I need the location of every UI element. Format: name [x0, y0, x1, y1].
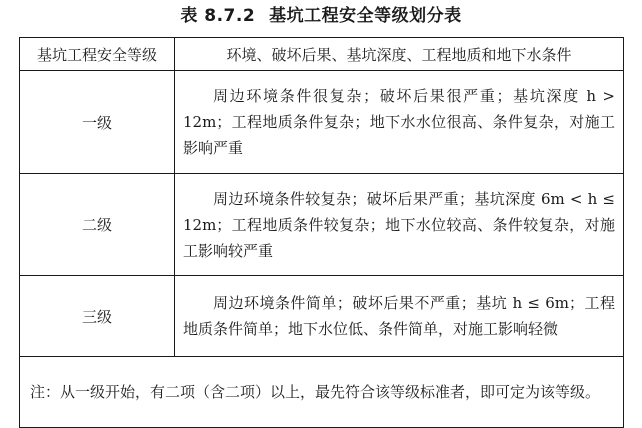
- table-row: [20, 174, 624, 276]
- level-cell: 二级: [20, 174, 175, 276]
- table-row: [20, 276, 624, 357]
- header-level: 基坑工程安全等级: [20, 38, 175, 71]
- note-row: [20, 357, 624, 428]
- table-row: [20, 71, 624, 174]
- level-cell: 一级: [20, 71, 175, 174]
- level-cell: 三级: [20, 276, 175, 357]
- header-row: [20, 38, 624, 71]
- table-note: 注：从一级开始，有二项（含二项）以上，最先符合该等级标准者，即可定为该等级。: [20, 357, 624, 428]
- conditions-cell: 周边环境条件很复杂；破坏后果很严重；基坑深度 h > 12m；工程地质条件复杂；地下水水位很高、条件复杂，对施工影响严重: [175, 71, 624, 174]
- header-conditions: 环境、破坏后果、基坑深度、工程地质和地下水条件: [175, 38, 624, 71]
- conditions-cell: 周边环境条件较复杂；破坏后果严重；基坑深度 6m < h ≤ 12m；工程地质条件较复杂；地下水位较高、条件较复杂，对施工影响较严重: [175, 174, 624, 276]
- safety-grade-table: [19, 37, 624, 428]
- table-title-text: 基坑工程安全等级划分表: [269, 6, 462, 26]
- table-number: 表 8.7.2: [180, 6, 256, 26]
- table-title: [0, 4, 642, 28]
- conditions-cell: 周边环境条件简单；破坏后果不严重；基坑 h ≤ 6m；工程地质条件简单；地下水位低、条件简单，对施工影响轻微: [175, 276, 624, 357]
